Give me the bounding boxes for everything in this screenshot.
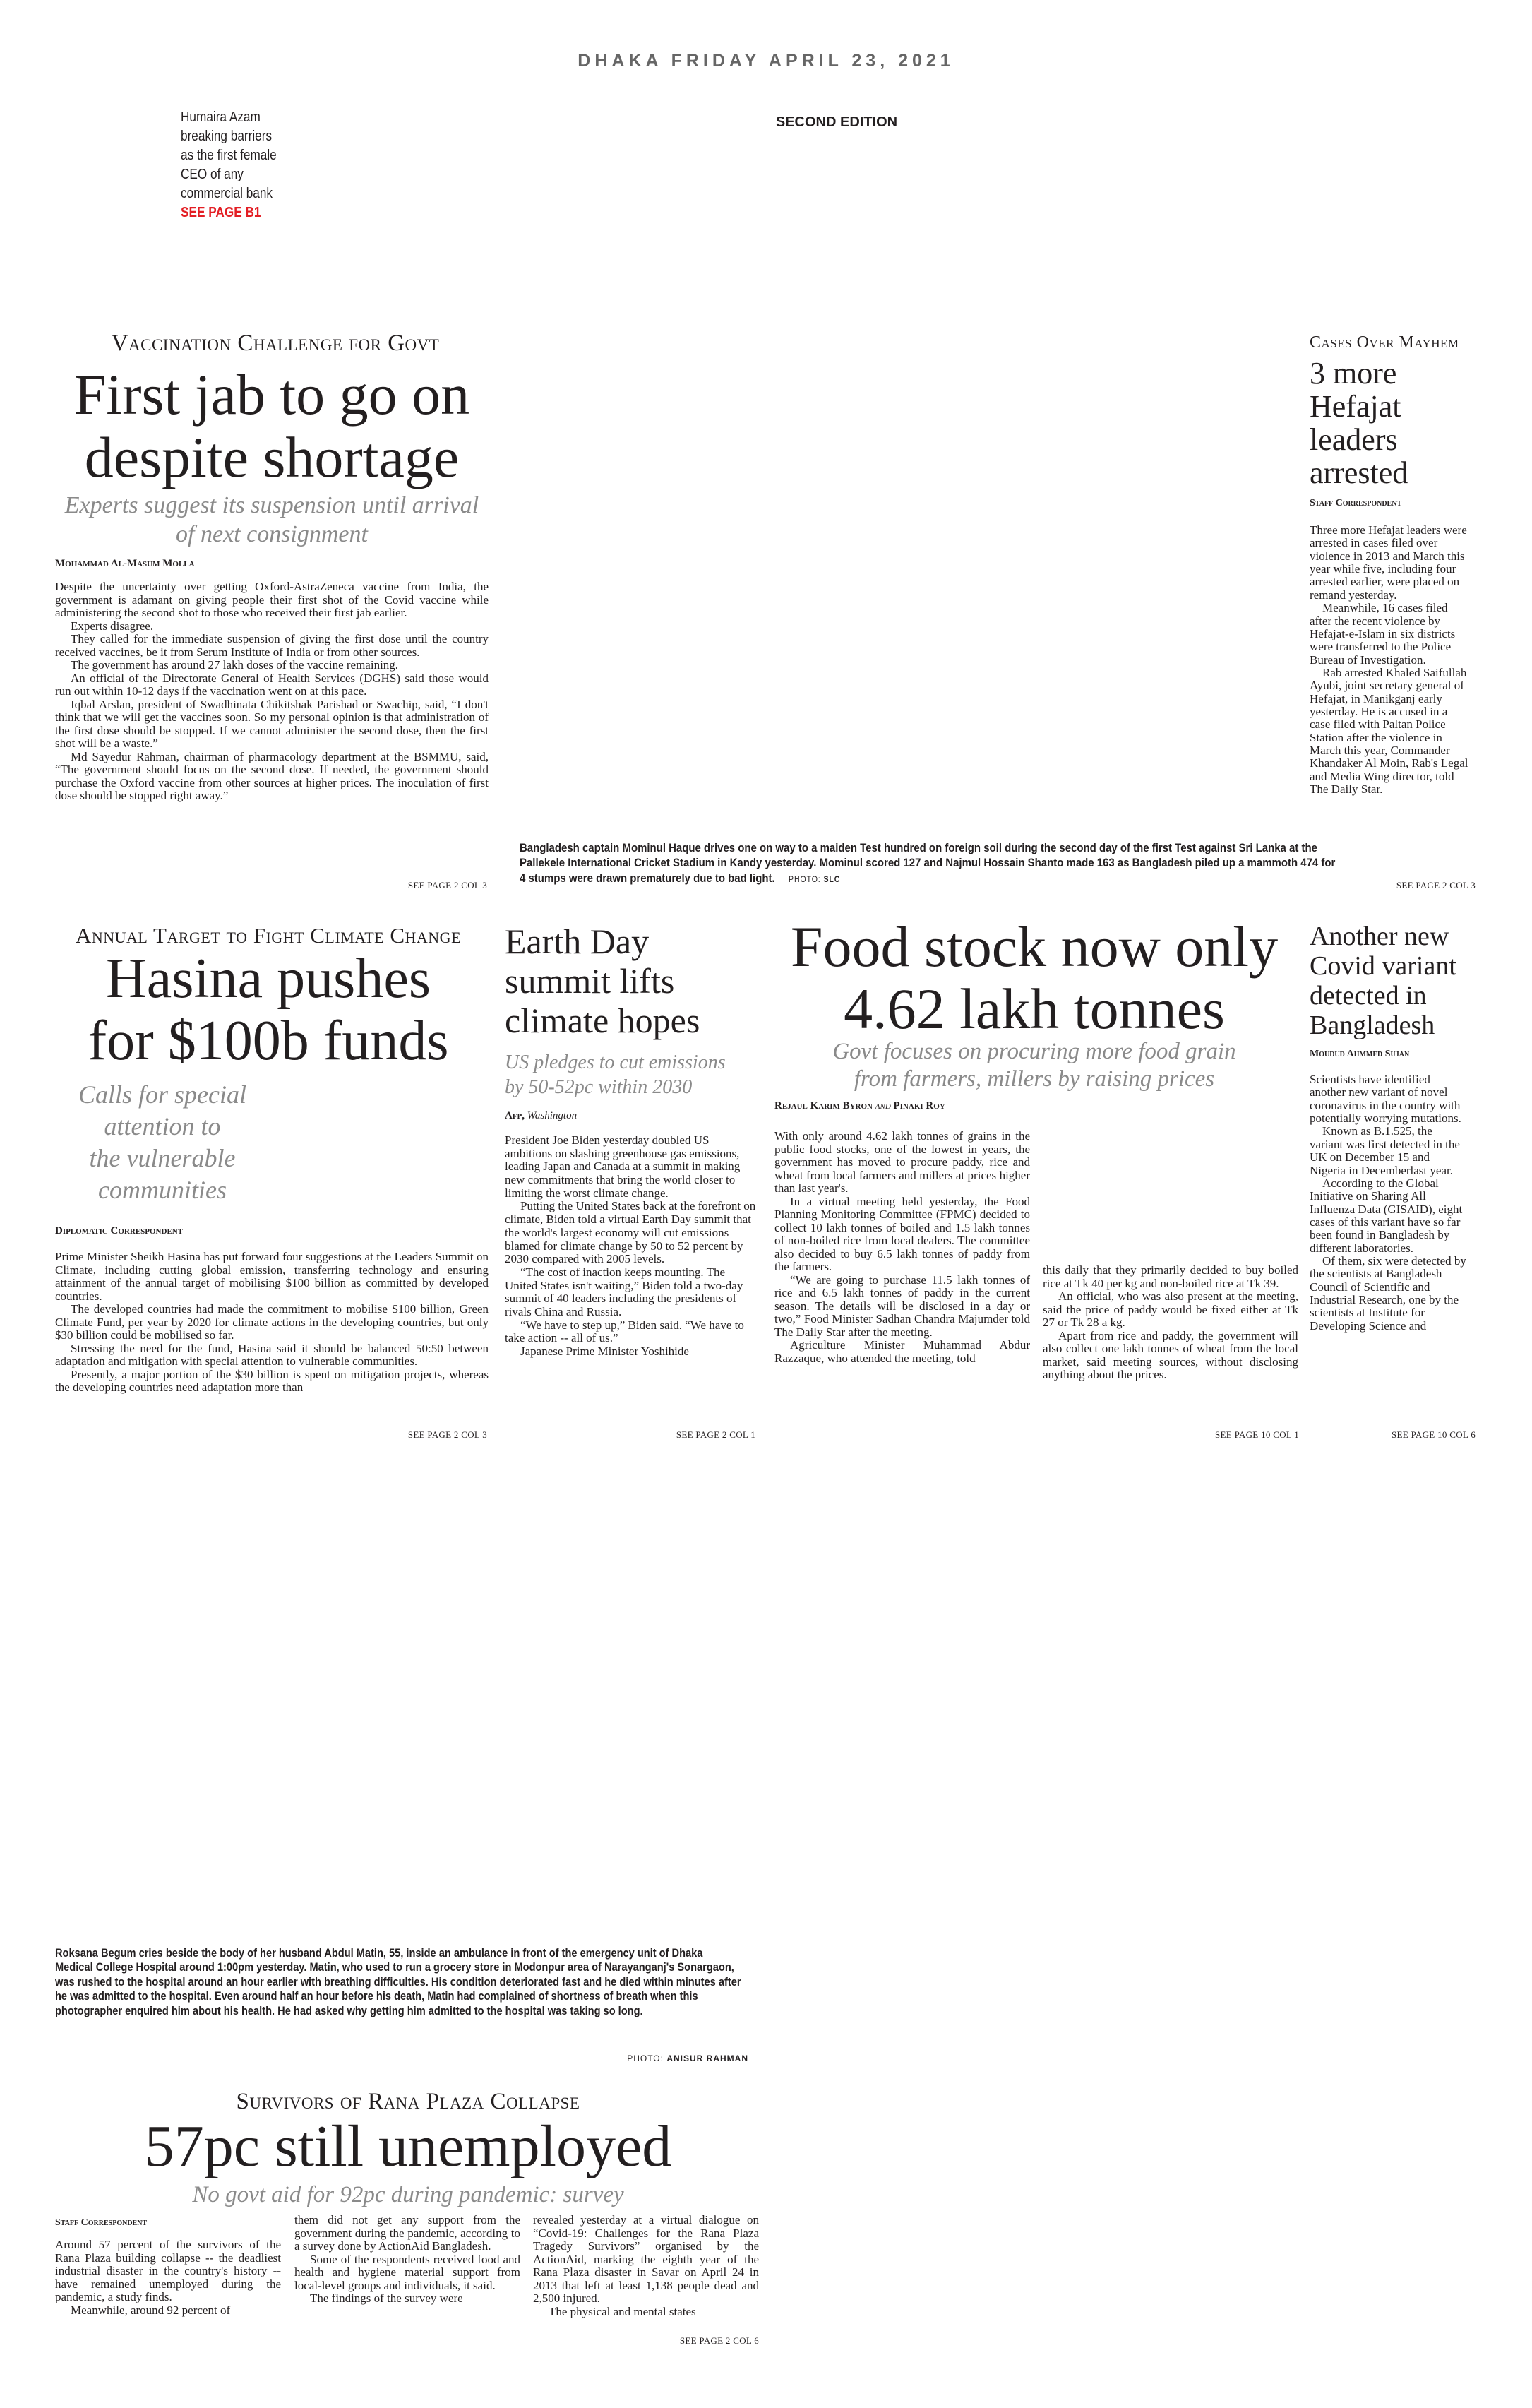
paragraph: The physical and mental states	[549, 2304, 696, 2318]
caption-text: Bangladesh captain Mominul Haque drives one on way to a maiden Test hundred on foreign soil during the second day of the first Test against Sri Lanka at the Pallekele International Cricket Stadium in Kandy yesterday. Mominul scored 127 and Najmul Hossain Shanto made 163 as Bangladesh piled up a mammoth 474 for 4 stumps were drawn prematurely due to bad light.	[520, 841, 1336, 885]
headline-line: arrested	[1310, 455, 1408, 490]
story-body	[505, 1134, 759, 1359]
story-deck	[505, 1050, 726, 1099]
headline-line: First jab to go on	[73, 362, 470, 427]
paragraph: They called for the immediate suspension of giving the first dose until the country received vaccines, be it from Serum Institute of India or from other sources.	[55, 632, 489, 659]
story-kicker: Survivors of Rana Plaza Collapse	[236, 2089, 580, 2114]
story-headline[interactable]	[770, 916, 1299, 1040]
paragraph: Japanese Prime Minister Yoshihide	[520, 1345, 689, 1358]
story-kicker: Annual Target to Fight Climate Change	[75, 923, 462, 948]
jump-link[interactable]: SEE PAGE 2 COL 1	[676, 1429, 755, 1440]
paragraph: Md Sayedur Rahman, chairman of pharmacology department at the BSMMU, said, “The government should focus on the second dose. If needed, the government should purchase the Oxford vaccine from other sources at higher prices. The inoculation of first dose should be stopped right away.”	[55, 749, 489, 803]
story-body	[1310, 524, 1468, 797]
story-body-col3	[533, 2214, 759, 2318]
jump-link[interactable]: SEE PAGE 2 COL 3	[407, 1429, 487, 1440]
paragraph: President Joe Biden yesterday doubled US ambitions on slashing greenhouse gas emissions, leading Japan and Canada at a summit in making new commitments that bring the world closer to limiting the worst climate change.	[505, 1133, 741, 1200]
deck-line: Calls for special	[78, 1080, 246, 1109]
caption-text: Roksana Begum cries beside the body of her husband Abdul Matin, 55, inside an ambulance in front of the emergency unit of Dhaka Medical College Hospital around 1:00pm yesterday. Matin, who used to run a grocery store in Modonpur area of Narayanganj's Sonargaon, was rushed to the hospital around an hour earlier with breathing difficulties. His condition deteriorated fast and he died within minutes after he was admitted to the hospital. Even around half an hour before his death, Matin had complained of shortness of breath when this photographer enquired him about his health. He had asked why getting him admitted to the hospital was taking so long.	[55, 1946, 741, 2017]
headline-line: for $100b funds	[88, 1010, 449, 1072]
story-body-col2	[1043, 1264, 1298, 1382]
paragraph: “We are going to purchase 11.5 lakh tonnes of rice and 6.5 lakh tonnes of paddy in the current season. The details will be disclosed in a day or two,” Food Minister Sadhan Chandra Majumder told The Daily Star after the meeting.	[774, 1272, 1030, 1339]
story-body-col1	[55, 2239, 281, 2317]
paragraph: revealed yesterday at a virtual dialogue on “Covid-19: Challenges for the Rana Plaza Tragedy Survivors” organised by the ActionAid, marking the eighth year of the Rana Plaza disaster in Savar on April 24 in 2013 that left at least 1,138 people dead and 2,500 injured.	[533, 2213, 759, 2306]
paragraph: Stressing the need for the fund, Hasina said it should be balanced 50:50 between adaptation and mitigation with special attention to vulnerable communities.	[55, 1341, 489, 1369]
ambulance-photo-caption	[55, 1946, 741, 2018]
story-kicker: Vaccination Challenge for Govt	[111, 330, 440, 356]
story-headline[interactable]	[1310, 922, 1456, 1040]
headline-line: Hasina pushes	[106, 948, 431, 1010]
story-headline[interactable]	[28, 364, 515, 489]
dateline: DHAKA FRIDAY APRIL 23, 2021	[578, 51, 954, 71]
paragraph: them did not get any support from the government during the pandemic, according to a survey done by ActionAid Bangladesh.	[294, 2213, 520, 2253]
paragraph: “We have to step up,” Biden said. “We have to take action -- all of us.”	[505, 1318, 744, 1345]
paragraph: Iqbal Arslan, president of Swadhinata Chikitshak Parishad or Swachip, said, “I don't think that we will get the vaccines soon. So my personal opinion is that administration of the first dose should be stopped. If we cannot administer the second dose, then the first shot will be a waste.”	[55, 697, 489, 751]
deck-line: of next consignment	[176, 521, 368, 547]
paragraph: Apart from rice and paddy, the government will also collect one lakh tonnes of wheat from the local market, said meeting sources, without disclosing anything about the prices.	[1043, 1328, 1298, 1382]
paragraph: Meanwhile, 16 cases filed after the recent violence by Hefajat-e-Islam in six districts were transferred to the Police Bureau of Investigation.	[1310, 601, 1456, 667]
story-body	[55, 580, 489, 803]
paragraph: The developed countries had made the commitment to mobilise $100 billion, Green Climate Fund, per year by 2020 for climate actions in the developing countries, but only $30 billion could be mobilised so far.	[55, 1302, 489, 1342]
deck-line: by 50-52pc within 2030	[505, 1076, 693, 1098]
story-body-col2	[294, 2214, 520, 2306]
paragraph: Around 57 percent of the survivors of the Rana Plaza building collapse -- the deadliest industrial disaster in the country's history -- have remained unemployed during the pandemic, a study finds.	[55, 2238, 281, 2304]
story-byline: Moudud Ahmmed Sujan	[1310, 1049, 1410, 1059]
headline-line: Earth Day	[505, 922, 650, 961]
headline-line: Another new	[1310, 922, 1449, 951]
jump-link[interactable]: SEE PAGE 2 COL 3	[407, 880, 487, 890]
story-byline: Afp, Washington	[505, 1110, 578, 1121]
teaser-line: commercial bank	[181, 186, 273, 201]
paragraph: Rab arrested Khaled Saifullah Ayubi, joint secretary general of Hefajat, in Manikganj early yesterday. He is accused in a case filed with Paltan Police Station after the violence in March this year, Commander Khandaker Al Moin, Rab's Legal and Media Wing director, told The Daily Star.	[1310, 665, 1468, 797]
paragraph: Despite the uncertainty over getting Oxford-AstraZeneca vaccine from India, the government is adamant on giving people their first shot of the Covid vaccine while administering the second shot to those who received their first jab earlier.	[55, 580, 489, 620]
photo-credit: PHOTO: SLC	[789, 874, 841, 884]
deck-line: from farmers, millers by raising prices	[854, 1066, 1215, 1092]
story-deck	[56, 1079, 268, 1206]
story-deck	[28, 491, 515, 549]
paragraph: Putting the United States back at the forefront on climate, Biden told a virtual Earth Day summit that the world's largest economy will cut emissions blamed for climate change by 50 to 52 percent by 2030 compared with 2005 levels.	[505, 1199, 756, 1266]
deck-line: Experts suggest its suspension until arrival	[64, 492, 479, 518]
headline-line: 4.62 lakh tonnes	[844, 977, 1225, 1041]
story-byline: Rejaul Karim Byron and Pinaki Roy	[774, 1100, 945, 1111]
headline-line: Hefajat	[1310, 389, 1401, 424]
teaser-line: breaking barriers	[181, 129, 273, 144]
photo-credit: PHOTO: ANISUR RAHMAN	[627, 2054, 748, 2063]
paragraph: Three more Hefajat leaders were arrested in cases filed over violence in 2013 and March this year while five, including four arrested earlier, were placed on remand yesterday.	[1310, 523, 1467, 602]
paragraph: Presently, a major portion of the $30 billion is spent on mitigation projects, whereas the developing countries need adaptation more than	[55, 1367, 489, 1395]
paragraph: Meanwhile, around 92 percent of	[71, 2303, 231, 2317]
headline-line: climate hopes	[505, 1001, 700, 1040]
paragraph: Scientists have identified another new variant of novel coronavirus in the country with potentially worrying mutations.	[1310, 1073, 1461, 1126]
paragraph: Known as B.1.525, the variant was first detected in the UK on December 15 and Nigeria in Decemberlast year.	[1310, 1124, 1460, 1177]
paragraph: Of them, six were detected by the scientists at Bangladesh Council of Scientific and Industrial Research, one by the scientists at Institute for Developing Science and	[1310, 1254, 1466, 1333]
story-body-col1	[774, 1130, 1030, 1365]
story-headline[interactable]	[1310, 357, 1408, 489]
headline-line: Covid variant	[1310, 951, 1456, 981]
paragraph: With only around 4.62 lakh tonnes of grains in the public food stocks, one of the lowest in years, the government has moved to procure paddy, rice and wheat from local farmers and millers at prices higher than last year's.	[774, 1129, 1030, 1196]
paragraph: Some of the respondents received food and health and hygiene material support from local-level groups and individuals, it said.	[294, 2252, 520, 2292]
jump-link[interactable]: SEE PAGE 2 COL 3	[1396, 880, 1476, 890]
story-body	[1310, 1073, 1468, 1333]
story-headline[interactable]	[505, 922, 700, 1040]
paragraph: Prime Minister Sheikh Hasina has put forward four suggestions at the Leaders Summit on Climate, including cutting global emission, transferring technology and ensuring attainment of the annual target of mobilising $100 billion as committed by developed countries.	[55, 1250, 489, 1303]
jump-link[interactable]: SEE PAGE 10 COL 6	[1392, 1429, 1476, 1440]
paragraph: Experts disagree.	[71, 619, 154, 633]
teaser-line: Humaira Azam	[181, 109, 261, 125]
teaser-link[interactable]: SEE PAGE B1	[181, 205, 261, 220]
story-deck	[770, 1038, 1299, 1093]
paragraph: The findings of the survey were	[310, 2291, 463, 2306]
story-kicker: Cases Over Mayhem	[1310, 333, 1459, 352]
deck-line: US pledges to cut emissions	[505, 1051, 726, 1073]
jump-link[interactable]: SEE PAGE 10 COL 1	[1215, 1429, 1299, 1440]
story-byline: Mohammad Al-Masum Molla	[55, 558, 195, 569]
teaser-line: as the first female	[181, 148, 277, 163]
paragraph: The government has around 27 lakh doses of the vaccine remaining.	[71, 658, 399, 672]
teaser-line: CEO of any	[181, 167, 244, 182]
deck-line: communities	[98, 1176, 227, 1204]
paragraph: In a virtual meeting held yesterday, the Food Planning Monitoring Committee (FPMC) decided to collect 10 lakh tonnes of boiled and 1.5 lakh tonnes of non-boiled rice from local dealers. The committee also decided to buy 6.5 lakh tonnes of paddy from the farmers.	[774, 1194, 1030, 1274]
story-body	[55, 1251, 489, 1395]
jump-link[interactable]: SEE PAGE 2 COL 6	[679, 2335, 759, 2346]
cricket-photo-caption	[520, 840, 1340, 886]
paragraph: this daily that they primarily decided to buy boiled rice at Tk 40 per kg and non-boiled rice at Tk 39.	[1043, 1263, 1298, 1290]
paragraph: An official of the Directorate General of Health Services (DGHS) said those would run out within 10-12 days if the vaccination went on at this pace.	[55, 671, 489, 698]
story-byline: Diplomatic Correspondent	[55, 1225, 184, 1236]
paragraph: An official, who was also present at the meeting, said the price of paddy would be fixed either at Tk 27 or Tk 28 a kg.	[1043, 1289, 1298, 1330]
teaser-box[interactable]	[181, 108, 302, 222]
story-byline: Staff Correspondent	[55, 2217, 148, 2228]
paragraph: “The cost of inaction keeps mounting. The United States isn't waiting,” Biden told a two-day summit of 40 leaders including the presidents of rivals China and Russia.	[505, 1265, 743, 1318]
story-headline[interactable]	[28, 948, 508, 1072]
paragraph: According to the Global Initiative on Sharing All Influenza Data (GISAID), eight cases of this variant have so far been found in Bangladesh by different laboratories.	[1310, 1176, 1463, 1255]
paragraph: Agriculture Minister Muhammad Abdur Razzaque, who attended the meeting, told	[774, 1338, 1030, 1365]
headline-line: Food stock now only	[790, 914, 1279, 979]
headline-line: Bangladesh	[1310, 1011, 1435, 1040]
deck-line: attention to	[104, 1112, 221, 1140]
edition-label: SECOND EDITION	[775, 114, 898, 130]
story-headline[interactable]: 57pc still unemployed	[144, 2114, 672, 2179]
headline-line: 3 more	[1310, 356, 1397, 391]
deck-line: Govt focuses on procuring more food grain	[832, 1039, 1236, 1064]
story-deck: No govt aid for 92pc during pandemic: survey	[192, 2182, 624, 2207]
deck-line: the vulnerable	[89, 1144, 236, 1172]
headline-line: despite shortage	[84, 424, 460, 489]
headline-line: summit lifts	[505, 961, 675, 1001]
headline-line: detected in	[1310, 981, 1427, 1011]
headline-line: leaders	[1310, 422, 1398, 457]
story-byline: Staff Correspondent	[1310, 498, 1402, 508]
